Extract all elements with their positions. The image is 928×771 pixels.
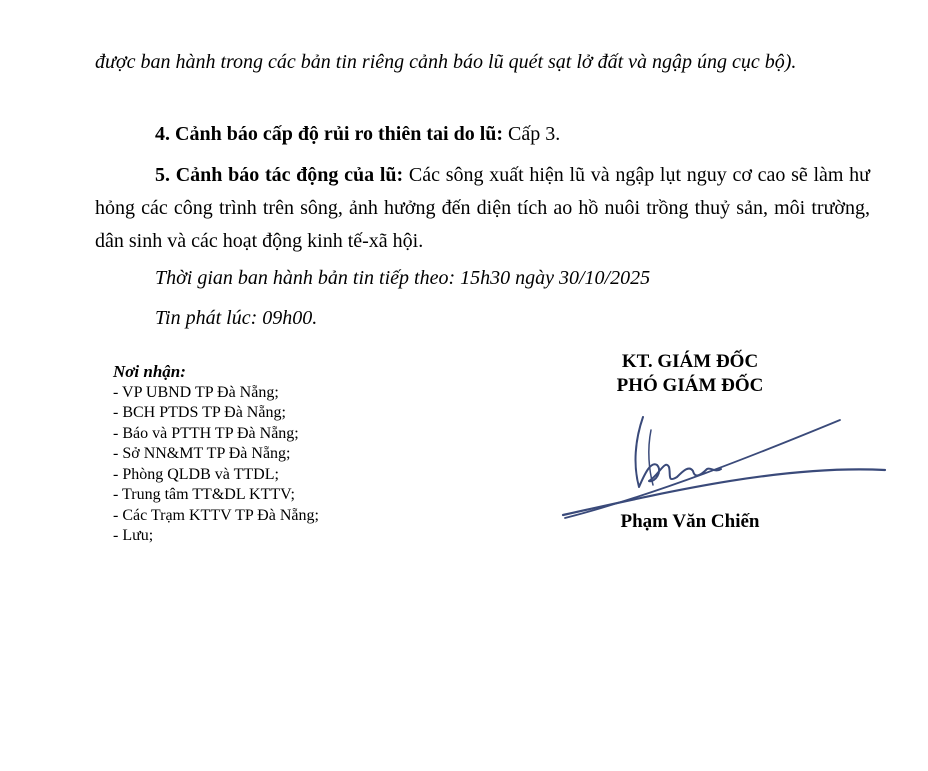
recipients-block [113,362,319,547]
signatory-title-block [585,350,795,398]
recipient-item: - Các Trạm KTTV TP Đà Nẵng; [113,506,319,524]
risk-level-value: Cấp 3. [503,123,561,145]
recipients-title: Nơi nhận: [113,362,186,381]
recipient-item: - Báo và PTTH TP Đà Nẵng; [113,424,299,442]
issued-time: Tin phát lúc: 09h00. [155,307,318,329]
recipient-item: - VP UBND TP Đà Nẵng; [113,383,279,401]
impact-text: Các sông xuất hiện lũ và ngập lụt nguy cơ cao sẽ làm hư hỏng các công trình trên sông, ảnh hưởng đến diện tích ao hồ nuôi trồng thuỷ sản, môi trường, dân sinh và các hoạt động kinh tế-xã hội. [95,164,870,252]
signatory-title-1: KT. GIÁM ĐỐC [621,351,759,372]
impact-heading: 5. Cảnh báo tác động của lũ: [155,164,404,186]
continuation-text: được ban hành trong các bản tin riêng cảnh báo lũ quét sạt lở đất và ngập úng cục bộ). [95,51,797,73]
recipient-item: - Phòng QLDB và TTDL; [113,465,279,483]
handwritten-signature [555,395,895,530]
recipients-list [113,383,319,547]
recipient-item: - Sở NN&MT TP Đà Nẵng; [113,445,291,462]
impact-paragraph [95,159,870,258]
risk-level-paragraph [95,118,870,151]
next-issue-time: Thời gian ban hành bản tin tiếp theo: 15h30 ngày 30/10/2025 [155,267,651,289]
risk-level-heading: 4. Cảnh báo cấp độ rủi ro thiên tai do lũ: [155,123,504,145]
signatory-name: Phạm Văn Chiến [620,511,760,532]
recipient-item: - BCH PTDS TP Đà Nẵng; [113,404,286,421]
signatory-title-2: PHÓ GIÁM ĐỐC [616,375,764,396]
recipient-item: - Trung tâm TT&DL KTTV; [113,486,295,503]
recipient-item: - Lưu; [113,527,154,544]
